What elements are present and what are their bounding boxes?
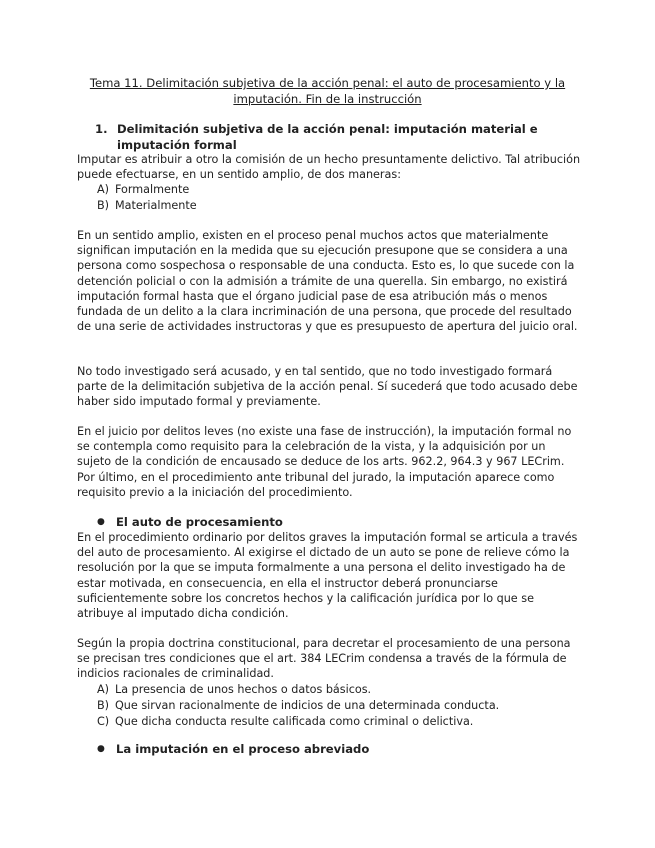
list-item [97, 198, 577, 214]
list-item-label: A) [97, 183, 110, 196]
list-item-label: B) [97, 199, 110, 212]
list-item [97, 182, 577, 198]
paragraph-juicio-delitos-leves: En el juicio por delitos leves (no existe una fase de instrucción), la imputación formal no se contempla como requisito para la celebración de la vista, y la adquisición por un sujeto de la condición de encausado se deduce de los arts. 962.2, 964.3 y 967 LECrim. Por último, en el procedimiento ante tribunal del jurado, la imputación aparece como requisito previo a la iniciación del procedimiento. [77, 425, 572, 499]
paragraph-no-todo-investigado: No todo investigado será acusado, y en tal sentido, que no todo investigado formará parte de la delimitación subjetiva de la acción penal. Sí sucederá que todo acusado debe haber sido imputado formal y previamente. [77, 365, 578, 409]
bullet-heading-text: El auto de procesamiento [116, 515, 283, 529]
list-item-text: La presencia de unos hechos o datos básicos. [115, 683, 372, 696]
bullet-heading-auto-procesamiento [97, 515, 577, 530]
bullet-heading-proceso-abreviado [97, 742, 577, 757]
list-condiciones [97, 682, 577, 730]
bullet-icon: ● [97, 744, 105, 754]
list-item-text: Formalmente [115, 183, 190, 196]
section-heading-text: Delimitación subjetiva de la acción penal: imputación material e imputación formal [117, 122, 538, 152]
list-item-label: C) [97, 715, 110, 728]
section-heading-1 [95, 122, 565, 153]
list-item-text: Que sirvan racionalmente de indicios de una determinada conducta. [115, 699, 500, 712]
list-item-text: Materialmente [115, 199, 197, 212]
paragraph-doctrina-constitucional: Según la propia doctrina constitucional, para decretar el procesamiento de una persona se precisan tres condiciones que el art. 384 LECrim condensa a través de la fórmula de indicios racionales de criminalidad. [77, 637, 571, 681]
paragraph-sentido-amplio: En un sentido amplio, existen en el proceso penal muchos actos que materialmente significan imputación en la medida que su ejecución presupone que se considera a una persona como sospechosa o responsable de una conducta. Esto es, lo que sucede con la detención policial o con la admisión a trámite de una querella. Sin embargo, no existirá imputación formal hasta que el órgano judicial pase de esa atribución más o menos fundada de un delito a la clara incriminación de una persona, que procede del resultado de una serie de actividades instructoras y que es presupuesto de apertura del juicio oral. [77, 229, 578, 334]
document-title: Tema 11. Delimitación subjetiva de la acción penal: el auto de procesamiento y la imputación. Fin de la instrucción [89, 76, 566, 106]
bullet-icon: ● [97, 517, 105, 527]
list-item [97, 714, 577, 730]
paragraph-imputar: Imputar es atribuir a otro la comisión de un hecho presuntamente delictivo. Tal atribución puede efectuarse, en un sentido amplio, de dos maneras: [77, 153, 581, 182]
list-item [97, 682, 577, 698]
list-item-text: Que dicha conducta resulte calificada como criminal o delictiva. [115, 715, 474, 728]
bullet-heading-text: La imputación en el proceso abreviado [116, 742, 370, 756]
list-item-label: A) [97, 683, 110, 696]
list-item-label: B) [97, 699, 110, 712]
list-maneras [97, 182, 577, 214]
section-number: 1. [95, 122, 108, 136]
list-item [97, 698, 577, 714]
paragraph-procedimiento-ordinario: En el procedimiento ordinario por delitos graves la imputación formal se articula a través del auto de procesamiento. Al exigirse el dictado de un auto se pone de relieve cómo la resolución por la que se imputa formalmente a una persona el delito investigado ha de estar motivada, en consecuencia, en ella el instructor deberá pronunciarse suficientemente sobre los concretos hechos y la calificación jurídica por lo que se atribuye al imputado dicha condición. [77, 531, 578, 621]
